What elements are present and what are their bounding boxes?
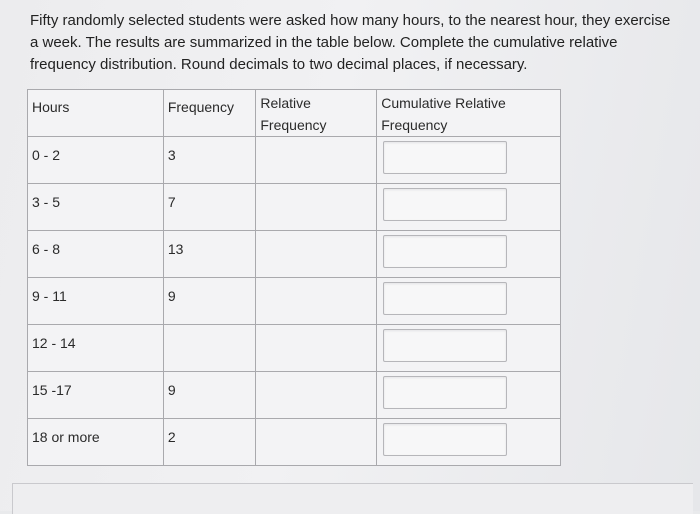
header-hours xyxy=(28,90,164,137)
relative-frequency-cell xyxy=(256,231,377,278)
relative-frequency-cell xyxy=(256,184,377,231)
cumulative-cell xyxy=(377,137,561,184)
cumulative-cell xyxy=(377,184,561,231)
table-row xyxy=(28,419,561,466)
frequency-value xyxy=(164,325,256,335)
cumulative-answer-input[interactable] xyxy=(383,376,507,409)
header-relative-frequency xyxy=(256,90,377,137)
frequency-value: 7 xyxy=(167,194,176,210)
cumulative-answer-input[interactable] xyxy=(383,282,507,315)
hours-cell xyxy=(28,419,164,466)
frequency-value: 2 xyxy=(167,429,176,445)
header-frequency-label: Frequency xyxy=(167,99,234,115)
relative-frequency-cell xyxy=(256,278,377,325)
header-hours-label: Hours xyxy=(32,99,70,115)
cumulative-answer-input[interactable] xyxy=(383,423,507,456)
frequency-value: 9 xyxy=(167,288,176,304)
table-row xyxy=(28,231,561,278)
question-text: Fifty randomly selected students were asked how many hours, to the nearest hour, they exercise a week. The results are summarized in the table below. Complete the cumulative relative frequency distribution. Round decimals to two decimal places, if necessary. xyxy=(30,12,671,73)
cumulative-answer-input[interactable] xyxy=(383,141,507,174)
relative-frequency-cell xyxy=(256,137,377,184)
bottom-panel xyxy=(12,483,693,514)
cumulative-answer-input[interactable] xyxy=(383,235,507,268)
frequency-value: 3 xyxy=(167,147,176,163)
relative-frequency-cell xyxy=(256,419,377,466)
cumulative-cell xyxy=(377,231,561,278)
table-row xyxy=(28,372,561,419)
hours-cell xyxy=(28,231,164,278)
hours-value: 9 - 11 xyxy=(32,288,67,304)
cumulative-cell xyxy=(377,278,561,325)
cumulative-answer-input[interactable] xyxy=(383,329,507,362)
hours-value: 18 or more xyxy=(32,429,100,445)
header-relative-line2: Frequency xyxy=(260,117,327,133)
header-frequency xyxy=(163,90,256,137)
header-relative-label xyxy=(256,90,376,136)
header-cumulative-line2: Frequency xyxy=(381,117,448,133)
hours-value: 12 - 14 xyxy=(32,335,76,351)
frequency-value: 9 xyxy=(167,382,176,398)
hours-cell xyxy=(28,184,164,231)
frequency-cell xyxy=(163,372,256,419)
hours-cell xyxy=(28,137,164,184)
frequency-cell xyxy=(163,184,256,231)
relative-frequency-cell xyxy=(256,325,377,372)
header-relative-line1: Relative xyxy=(260,95,311,111)
frequency-table xyxy=(27,89,561,466)
relative-frequency-cell xyxy=(256,372,377,419)
header-cumulative-label xyxy=(377,90,560,136)
hours-value: 6 - 8 xyxy=(32,241,61,257)
cumulative-answer-input[interactable] xyxy=(383,188,507,221)
frequency-cell xyxy=(163,231,256,278)
table-header-row xyxy=(28,90,561,137)
cumulative-cell xyxy=(377,372,561,419)
table-row xyxy=(28,137,561,184)
table-row xyxy=(28,184,561,231)
header-cumulative-relative-frequency xyxy=(377,90,561,137)
frequency-cell xyxy=(163,137,256,184)
frequency-cell xyxy=(163,278,256,325)
hours-cell xyxy=(28,325,164,372)
hours-value: 15 -17 xyxy=(32,382,72,398)
hours-value: 3 - 5 xyxy=(32,194,61,210)
hours-cell xyxy=(28,372,164,419)
table-row xyxy=(28,278,561,325)
frequency-cell xyxy=(163,419,256,466)
frequency-cell xyxy=(163,325,256,372)
hours-value: 0 - 2 xyxy=(32,147,61,163)
cumulative-cell xyxy=(377,325,561,372)
hours-cell xyxy=(28,278,164,325)
cumulative-cell xyxy=(377,419,561,466)
frequency-value: 13 xyxy=(167,241,184,257)
header-cumulative-line1: Cumulative Relative xyxy=(381,95,506,111)
table-row xyxy=(28,325,561,372)
